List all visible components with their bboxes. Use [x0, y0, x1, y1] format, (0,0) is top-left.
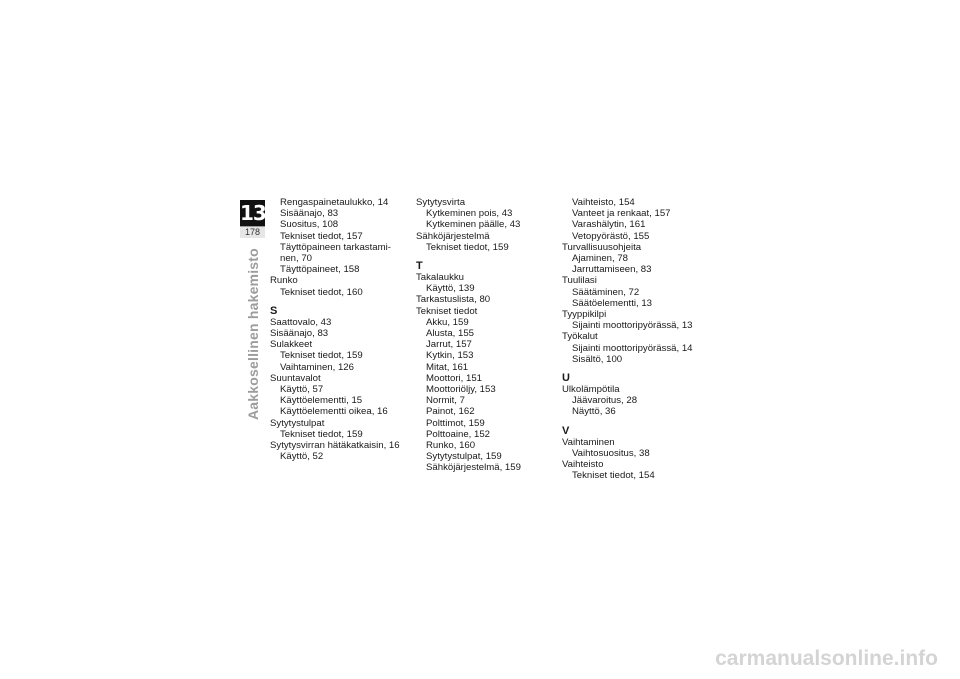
- index-subentry: Käyttö, 139: [426, 283, 475, 295]
- index-entry: Runko: [270, 275, 298, 287]
- index-subentry: Alusta, 155: [426, 328, 475, 340]
- index-column-1: [270, 197, 410, 462]
- index-subentry: Ajaminen, 78: [572, 253, 628, 265]
- index-subentry: Sytytystulpat, 159: [426, 451, 502, 463]
- index-entry: Suuntavalot: [270, 372, 321, 384]
- index-entry: Turvallisuusohjeita: [562, 241, 642, 253]
- index-entry: Sytytysvirta: [416, 197, 466, 208]
- index-subentry: Kytkeminen päälle, 43: [426, 219, 521, 231]
- index-subentry: Akku, 159: [426, 316, 469, 328]
- index-letter-heading: U: [562, 372, 570, 385]
- index-subentry: Normit, 7: [426, 395, 465, 407]
- index-subentry: Sijainti moottoripyörässä, 13: [572, 320, 693, 332]
- index-entry: Tuulilasi: [562, 275, 597, 287]
- index-subentry: Vaihteisto, 154: [572, 197, 635, 208]
- index-subentry: Polttimot, 159: [426, 417, 485, 429]
- index-subentry: Tekniset tiedot, 160: [280, 286, 363, 298]
- chapter-title: Aakkosellinen hakemisto: [245, 248, 261, 420]
- index-subentry: Varashälytin, 161: [572, 219, 646, 231]
- index-subentry: Runko, 160: [426, 440, 476, 452]
- index-entry: Sytytystulpat: [270, 417, 325, 429]
- index-subentry: Säätäminen, 72: [572, 286, 640, 298]
- index-subentry: Näyttö, 36: [572, 406, 616, 418]
- index-entry: Saattovalo, 43: [270, 316, 332, 328]
- index-letter-heading: V: [562, 424, 570, 437]
- watermark: carmanualsonline.info: [715, 647, 938, 670]
- index-subentry: Painot, 162: [426, 406, 475, 418]
- index-subentry: Sisältö, 100: [572, 353, 623, 365]
- index-subentry: Tekniset tiedot, 154: [572, 470, 655, 482]
- index-subentry: Käyttöelementti oikea, 16: [280, 406, 388, 418]
- index-subentry: Polttoaine, 152: [426, 428, 491, 440]
- index-subentry: Mitat, 161: [426, 361, 469, 373]
- index-subentry: Säätöelementti, 13: [572, 297, 653, 309]
- index-subentry: Kytkeminen pois, 43: [426, 208, 513, 220]
- index-entry: Sähköjärjestelmä: [416, 230, 490, 242]
- index-subentry: Moottoriöljy, 153: [426, 384, 496, 396]
- index-subentry: Käyttö, 57: [280, 384, 324, 396]
- index-entry: Vaihteisto: [562, 459, 604, 471]
- index-entry: Sulakkeet: [270, 339, 313, 351]
- index-subentry: Vaihtosuositus, 38: [572, 447, 650, 459]
- index-subentry: Tekniset tiedot, 159: [426, 241, 509, 253]
- index-subentry: Tekniset tiedot, 159: [280, 350, 363, 362]
- index-subentry: nen, 70: [280, 253, 313, 265]
- index-subentry: Tekniset tiedot, 159: [280, 428, 363, 440]
- index-entry: Sytytysvirran hätäkatkaisin, 16: [270, 440, 400, 452]
- index-entry: Tekniset tiedot: [416, 305, 478, 317]
- index-subentry: Vaihtaminen, 126: [280, 361, 354, 373]
- index-entry: Ulkolämpötila: [562, 384, 620, 396]
- index-subentry: Täyttöpaineet, 158: [280, 264, 360, 276]
- index-entry: Tarkastuslista, 80: [416, 294, 491, 306]
- chapter-number: 13: [240, 201, 266, 225]
- index-subentry: Rengaspainetaulukko, 14: [280, 197, 389, 208]
- index-subentry: Jarrut, 157: [426, 339, 472, 351]
- index-column-2: [416, 197, 556, 474]
- index-letter-heading: T: [416, 260, 423, 273]
- index-entry: Vaihtaminen: [562, 436, 615, 448]
- index-subentry: Jäävaroitus, 28: [572, 395, 638, 407]
- index-subentry: Kytkin, 153: [426, 350, 474, 362]
- index-entry: Sisäänajo, 83: [270, 328, 329, 340]
- index-subentry: Sisäänajo, 83: [280, 208, 339, 220]
- page-number: 178: [240, 227, 265, 238]
- index-subentry: Käyttöelementti, 15: [280, 395, 363, 407]
- index-subentry: Vetopyörästö, 155: [572, 230, 650, 242]
- index-entry: Tyyppikilpi: [562, 309, 607, 321]
- index-subentry: Täyttöpaineen tarkastami-: [280, 241, 391, 253]
- index-entry: Takalaukku: [416, 272, 464, 284]
- index-column-3: [562, 197, 702, 481]
- index-subentry: Sijainti moottoripyörässä, 14: [572, 342, 693, 354]
- index-subentry: Jarruttamiseen, 83: [572, 264, 652, 276]
- index-subentry: Moottori, 151: [426, 372, 482, 384]
- index-subentry: Vanteet ja renkaat, 157: [572, 208, 671, 220]
- index-subentry: Tekniset tiedot, 157: [280, 230, 363, 242]
- index-entry: Työkalut: [562, 331, 598, 343]
- index-subentry: Sähköjärjestelmä, 159: [426, 462, 521, 474]
- index-letter-heading: S: [270, 304, 278, 317]
- index-subentry: Käyttö, 52: [280, 451, 324, 463]
- index-subentry: Suositus, 108: [280, 219, 339, 231]
